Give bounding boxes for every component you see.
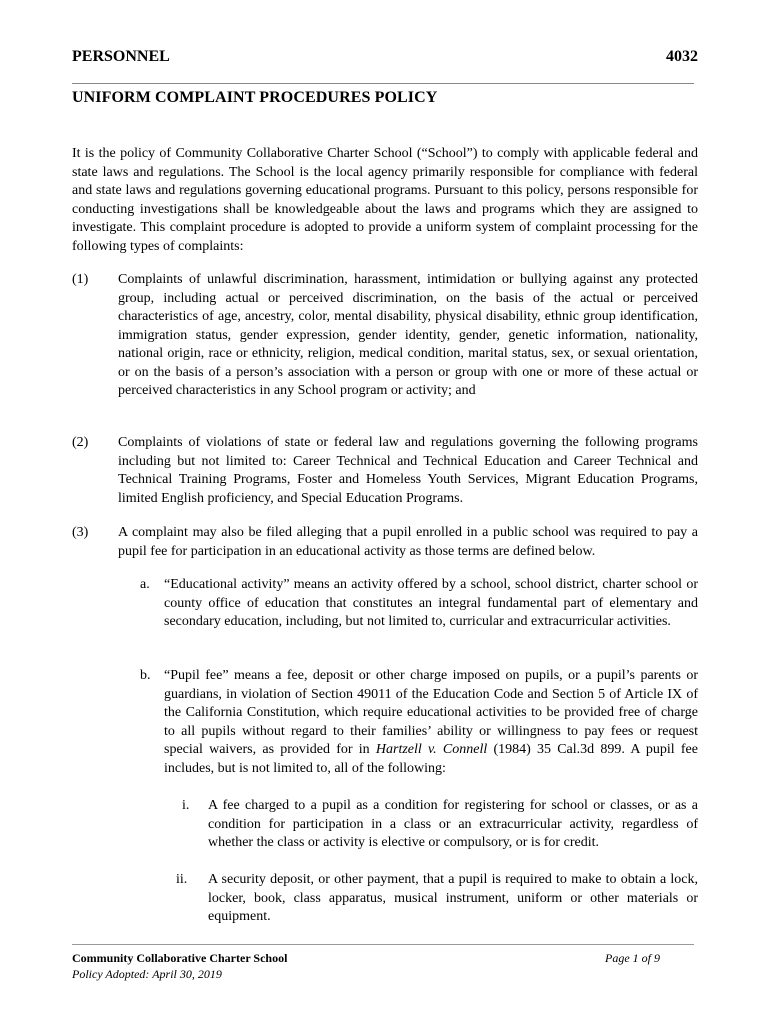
sub-item-text: “Educational activity” means an activity offered by a school, school district, charter school or county office of education that constitutes an integral fundamental part of elementary and secondary education, including, but not limited to, curricular and extracurricular activities. <box>164 577 698 629</box>
footer-page-number: Page 1 of 9 <box>605 951 660 965</box>
list-item-1 <box>72 271 698 401</box>
list-item-text: A complaint may also be filed alleging that a pupil enrolled in a public school was required to pay a pupil fee for participation in an educational activity as those terms are defined below. <box>118 525 698 559</box>
sub-sub-item-text: A fee charged to a pupil as a condition for registering for school or classes, or as a condition for participation in a class or an extracurricular activity, regardless of whether the class or activity is elective or compulsory, or is for credit. <box>208 798 698 850</box>
sub-sub-item-text: A security deposit, or other payment, that a pupil is required to make to obtain a lock, locker, book, class apparatus, musical instrument, uniform or other materials or equipment. <box>208 872 698 924</box>
list-item-text: Complaints of unlawful discrimination, harassment, intimidation or bullying against any protected group, including actual or perceived discrimination, on the basis of the actual or perceived characteristics of age, ancestry, color, mental disability, physical disability, ethnic group identification, immigration status, gender expression, gender identity, gender, genetic information, nationality, national origin, race or ethnicity, religion, medical condition, marital status, sex, or sexual orientation, or on the basis of a person’s association with a person or group with one or more of these actual or perceived characteristics in any School program or activity; and <box>118 272 698 398</box>
sub-item-label: a. <box>140 577 150 592</box>
sub-item-a <box>140 576 698 632</box>
sub-item-text <box>164 667 698 778</box>
section-name: PERSONNEL <box>72 48 170 65</box>
footer-adopted-date: Policy Adopted: April 30, 2019 <box>72 967 222 981</box>
list-item-3 <box>72 524 698 561</box>
footer-school-name: Community Collaborative Charter School <box>72 951 288 965</box>
sub-item-text-part: “Pupil fee” means a fee, deposit or other charge imposed on pupils, or a pupil’s parents or guardians, in violation of Section 49011 of the Education Code and Section 5 of Article IX of the California Constitution, which require educational activities to be provided free of charge to all pupils without regard to their families’ ability or willingness to pay fees or request special waivers, as provided for in <box>164 668 698 757</box>
case-citation: Hartzell v. Connell <box>375 742 488 757</box>
document-page <box>72 0 698 1024</box>
sub-sub-item-label: ii. <box>176 872 188 887</box>
sub-sub-item-label: i. <box>182 798 190 813</box>
list-item-number: (2) <box>72 435 89 450</box>
page-title: UNIFORM COMPLAINT PROCEDURES POLICY <box>72 89 438 106</box>
sub-sub-item-i <box>172 797 698 853</box>
sub-item-b <box>140 667 698 778</box>
sub-item-text-part: (1984) 35 Cal.3d 899. A pupil fee includes, but is not limited to, all of the following: <box>164 742 698 776</box>
page-footer <box>72 950 694 982</box>
sub-sub-item-ii <box>172 871 698 927</box>
list-item-number: (1) <box>72 272 89 287</box>
intro-paragraph: It is the policy of Community Collaborative Charter School (“School”) to comply with applicable federal and state laws and regulations. The School is the local agency primarily responsible for compliance with federal and state laws and regulations governing educational programs. Pursuant to this policy, persons responsible for conducting investigations shall be knowledgeable about the laws and programs which they are assigned to investigate. This complaint procedure is adopted to provide a uniform system of complaint processing for the following types of complaints: <box>72 146 698 254</box>
header-divider <box>72 83 694 84</box>
list-item-number: (3) <box>72 525 89 540</box>
list-item-text: Complaints of violations of state or federal law and regulations governing the following programs including but not limited to: Career Technical and Technical Education and Career Technical and Technical Training Programs, Foster and Homeless Youth Services, Migrant Education Programs, limited English proficiency, and Special Education Programs. <box>118 435 698 506</box>
sub-item-label: b. <box>140 668 151 683</box>
list-item-2 <box>72 434 698 508</box>
footer-divider <box>72 944 694 945</box>
page-header <box>72 48 698 66</box>
policy-number: 4032 <box>666 48 698 65</box>
